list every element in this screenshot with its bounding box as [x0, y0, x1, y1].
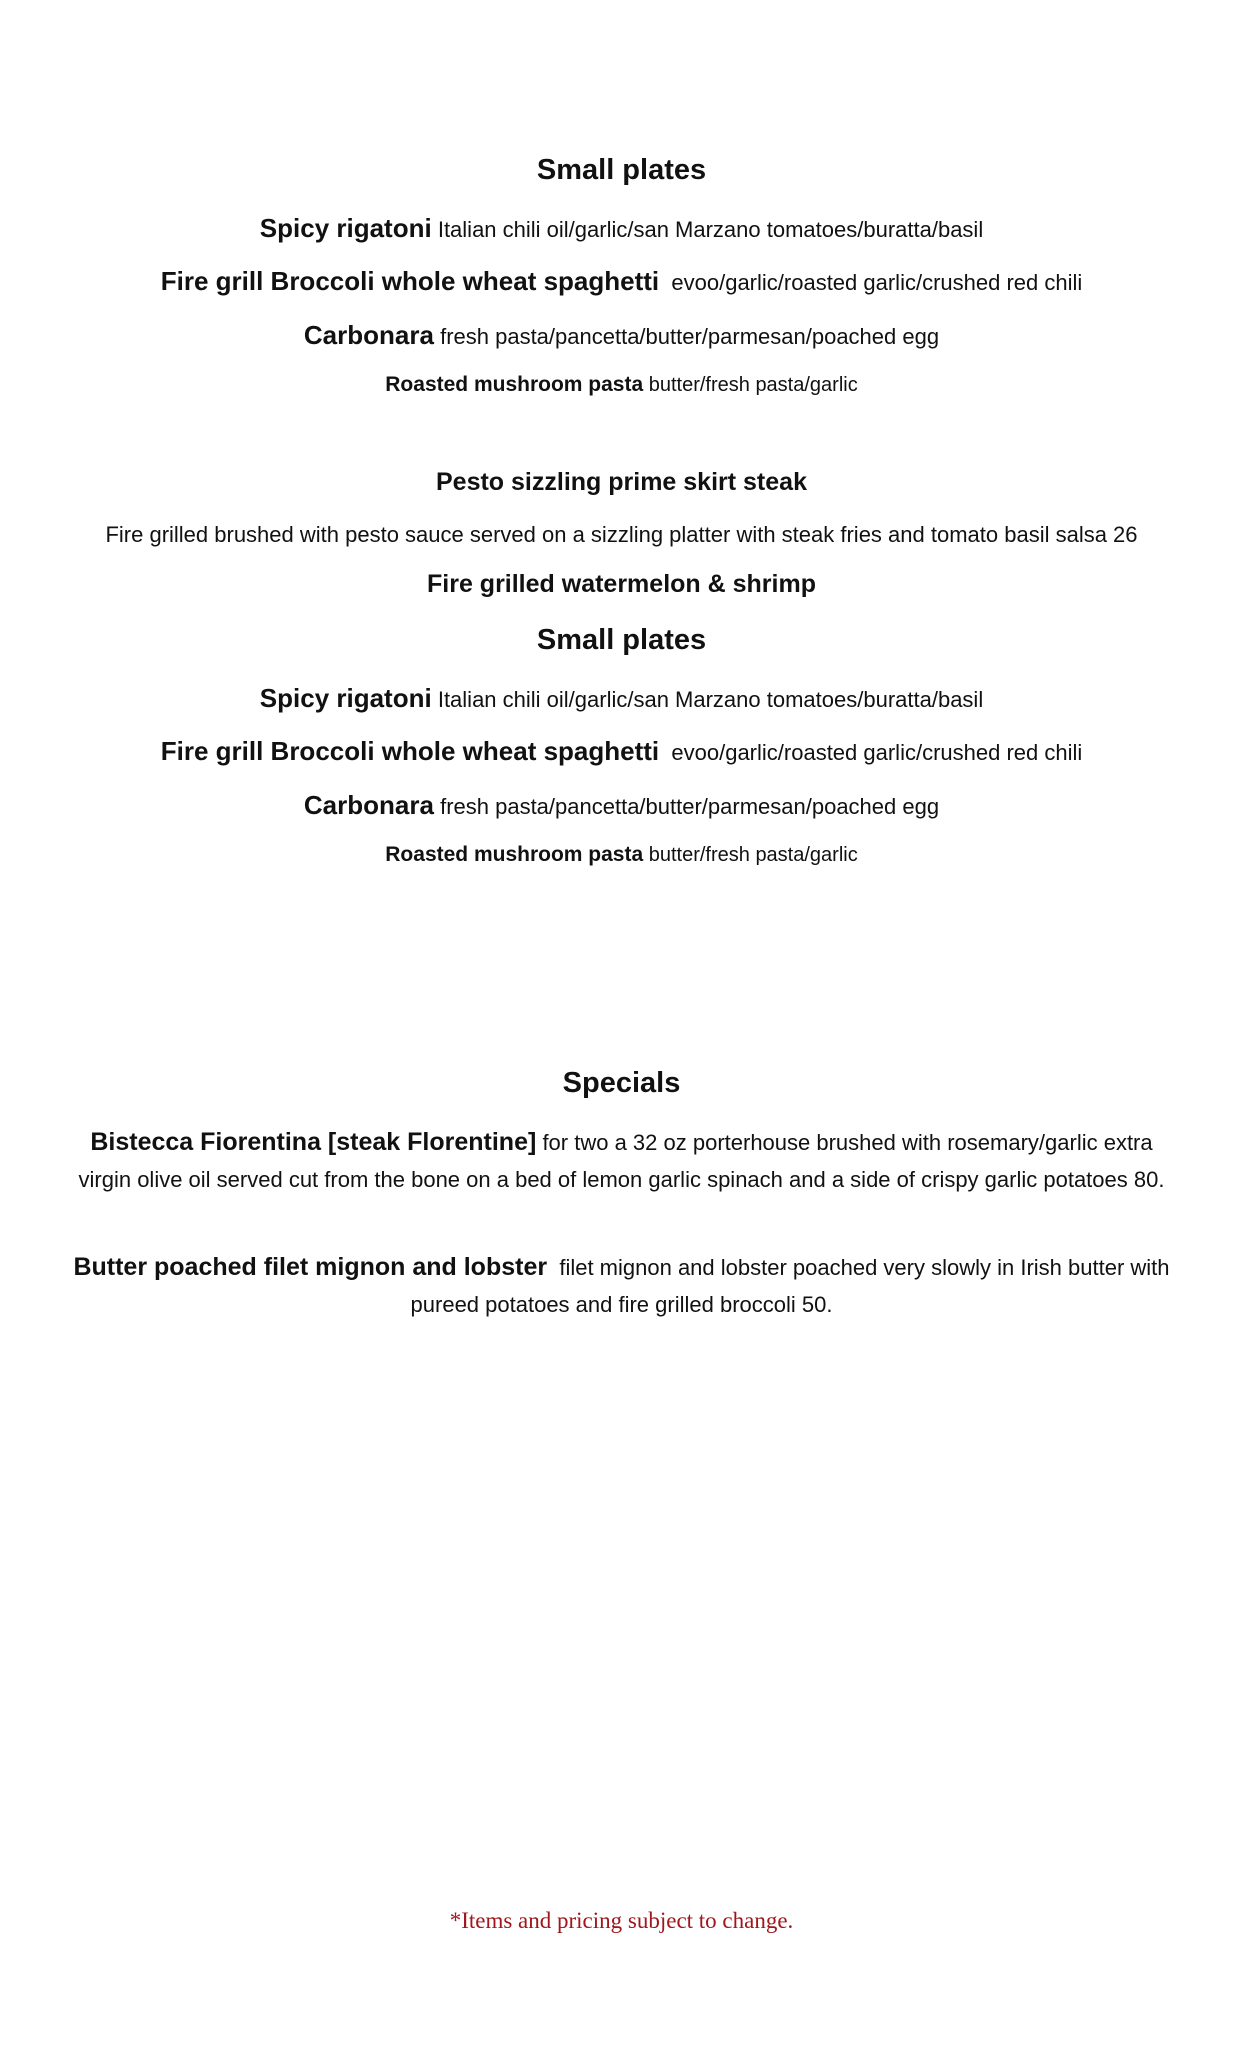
- special-item-description: filet mignon and lobster poached very slowly in Irish butter with pureed potatoes and fire grilled broccoli 50.: [410, 1255, 1170, 1317]
- menu-item-description: evoo/garlic/roasted garlic/crushed red chili: [671, 270, 1083, 295]
- menu-item-description: fresh pasta/pancetta/butter/parmesan/poached egg: [440, 794, 940, 819]
- steak-description: Fire grilled brushed with pesto sauce served on a sizzling platter with steak fries and tomato basil salsa 26: [105, 522, 1138, 547]
- menu-item-name: Fire grill Broccoli whole wheat spaghetti: [160, 736, 660, 766]
- menu-item-description: evoo/garlic/roasted garlic/crushed red chili: [671, 740, 1083, 765]
- menu-item: [60, 683, 1183, 714]
- special-item-name: Bistecca Fiorentina [steak Florentine]: [90, 1128, 537, 1156]
- menu-item-name: Roasted mushroom pasta: [385, 373, 644, 396]
- steak-title: Pesto sizzling prime skirt steak: [436, 468, 807, 496]
- menu-item: [60, 843, 1183, 867]
- menu-item-name: Spicy rigatoni: [259, 213, 432, 243]
- menu-item: [60, 790, 1183, 821]
- section-title-small-plates: Small plates: [536, 624, 707, 656]
- watermelon-title: Fire grilled watermelon & shrimp: [427, 570, 816, 598]
- menu-item-name: Fire grill Broccoli whole wheat spaghetti: [160, 266, 660, 296]
- menu-item: [60, 213, 1183, 244]
- menu-item: [60, 266, 1183, 297]
- special-item-name: Butter poached filet mignon and lobster: [73, 1253, 548, 1281]
- menu-item: [60, 320, 1183, 351]
- menu-item-description: Italian chili oil/garlic/san Marzano tomatoes/buratta/basil: [437, 687, 984, 712]
- section-title-small-plates: Small plates: [536, 154, 707, 186]
- menu-item-name: Carbonara: [303, 790, 434, 820]
- menu-item-name: Roasted mushroom pasta: [385, 843, 644, 866]
- menu-item: [60, 736, 1183, 767]
- pricing-disclaimer: *Items and pricing subject to change.: [449, 1908, 794, 1933]
- section-title-specials: Specials: [562, 1067, 681, 1099]
- menu-item-name: Carbonara: [303, 320, 434, 350]
- menu-item-description: Italian chili oil/garlic/san Marzano tomatoes/buratta/basil: [437, 217, 984, 242]
- menu-item: [60, 373, 1183, 397]
- menu-item-description: butter/fresh pasta/garlic: [648, 844, 858, 866]
- menu-item-description: fresh pasta/pancetta/butter/parmesan/poached egg: [440, 324, 940, 349]
- menu-item-name: Spicy rigatoni: [259, 683, 432, 713]
- special-item: [70, 1249, 1173, 1323]
- menu-item-description: butter/fresh pasta/garlic: [648, 374, 858, 396]
- special-item-description: for two a 32 oz porterhouse brushed with rosemary/garlic extra virgin olive oil served cut from the bone on a bed of lemon garlic spinach and a side of crispy garlic potatoes 80.: [78, 1130, 1165, 1192]
- special-item: [70, 1124, 1173, 1198]
